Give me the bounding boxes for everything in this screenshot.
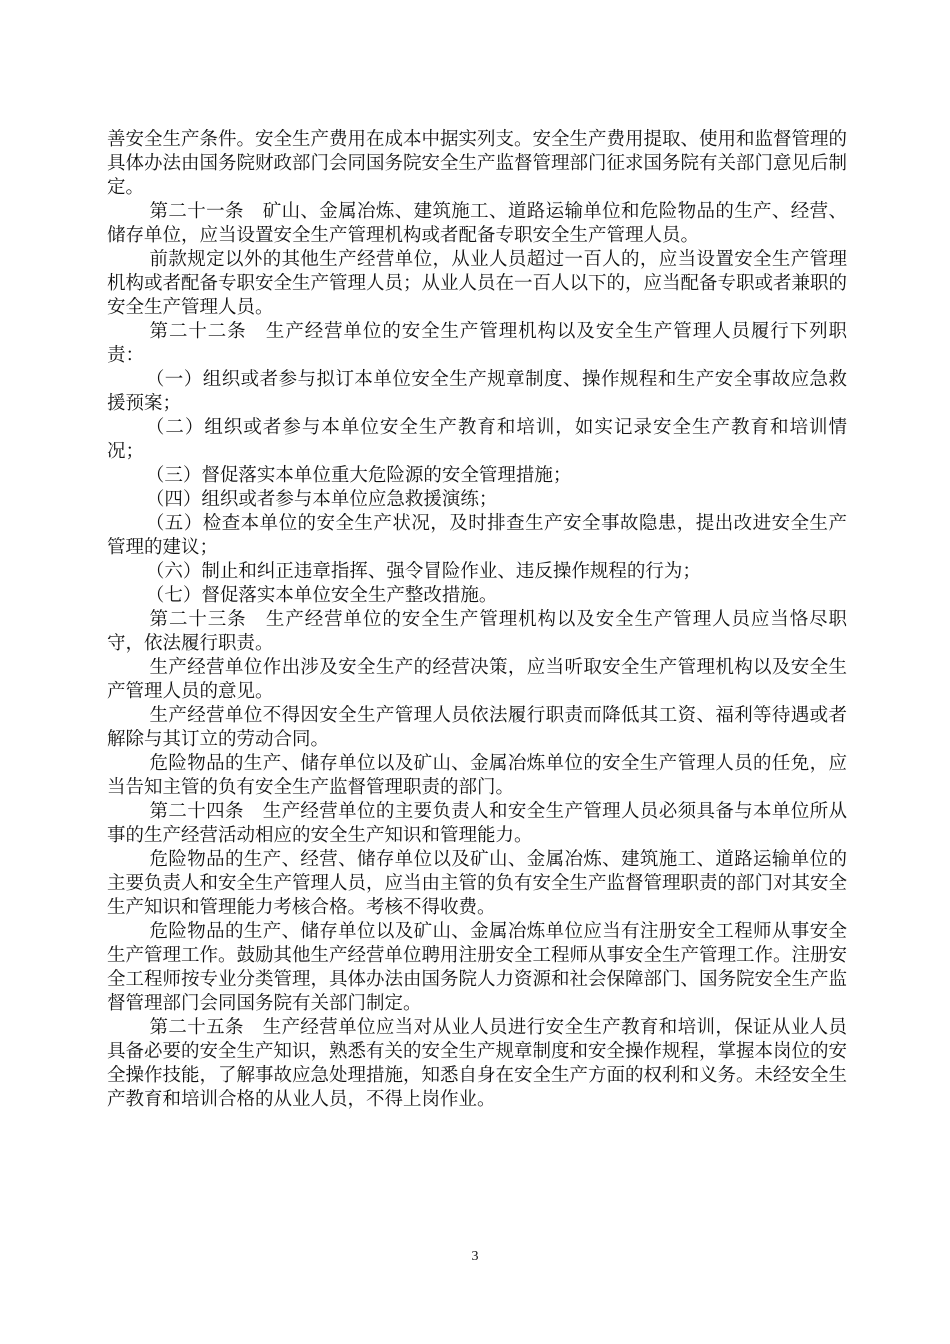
body-text [107,128,847,1112]
duty-item-1: （一）组织或者参与拟订本单位安全生产规章制度、操作规程和生产安全事故应急救援预案； [107,369,847,414]
paragraph: 前款规定以外的其他生产经营单位，从业人员超过一百人的，应当设置安全生产管理机构或者配备专职安全生产管理人员；从业人员在一百人以下的，应当配备专职或者兼职的安全生产管理人员。 [107,249,848,318]
paragraph: 危险物品的生产、储存单位以及矿山、金属冶炼单位应当有注册安全工程师从事安全生产管理工作。鼓励其他生产经营单位聘用注册安全工程师从事安全生产管理工作。注册安全工程师按专业分类管理，具体办法由国务院人力资源和社会保障部门、国务院安全生产监督管理部门会同国务院有关部门制定。 [107,921,848,1014]
article-23: 第二十三条 生产经营单位的安全生产管理机构以及安全生产管理人员应当恪尽职守，依法履行职责。 [107,609,847,654]
duty-item-4: （四）组织或者参与本单位应急救援演练； [145,489,498,510]
duty-item-3: （三）督促落实本单位重大危险源的安全管理措施； [145,465,572,486]
article-24: 第二十四条 生产经营单位的主要负责人和安全生产管理人员必须具备与本单位所从事的生产经营活动相应的安全生产知识和管理能力。 [107,801,847,846]
paragraph: 生产经营单位作出涉及安全生产的经营决策，应当听取安全生产管理机构以及安全生产管理人员的意见。 [107,657,847,702]
duty-item-2: （二）组织或者参与本单位安全生产教育和培训，如实记录安全生产教育和培训情况； [107,417,847,462]
paragraph: 危险物品的生产、经营、储存单位以及矿山、金属冶炼、建筑施工、道路运输单位的主要负责人和安全生产管理人员，应当由主管的负有安全生产监督管理职责的部门对其安全生产知识和管理能力考核合格。考核不得收费。 [107,849,848,918]
paragraph: 生产经营单位不得因安全生产管理人员依法履行职责而降低其工资、福利等待遇或者解除与其订立的劳动合同。 [107,705,847,750]
article-25: 第二十五条 生产经营单位应当对从业人员进行安全生产教育和培训，保证从业人员具备必要的安全生产知识，熟悉有关的安全生产规章制度和安全操作规程，掌握本岗位的安全操作技能，了解事故应急处理措施，知悉自身在安全生产方面的权利和义务。未经安全生产教育和培训合格的从业人员，不得上岗作业。 [107,1017,848,1110]
page-number: 3 [471,1249,479,1264]
paragraph: 危险物品的生产、储存单位以及矿山、金属冶炼单位的安全生产管理人员的任免，应当告知主管的负有安全生产监督管理职责的部门。 [107,753,847,798]
duty-item-6: （六）制止和纠正违章指挥、强令冒险作业、违反操作规程的行为； [145,561,701,582]
article-22: 第二十二条 生产经营单位的安全生产管理机构以及安全生产管理人员履行下列职责： [107,321,847,366]
article-21: 第二十一条 矿山、金属冶炼、建筑施工、道路运输单位和危险物品的生产、经营、储存单位，应当设置安全生产管理机构或者配备专职安全生产管理人员。 [107,201,847,246]
duty-item-5: （五）检查本单位的安全生产状况，及时排查生产安全事故隐患，提出改进安全生产管理的建议； [107,513,847,558]
duty-item-7: （七）督促落实本单位安全生产整改措施。 [145,585,498,606]
paragraph-continued: 善安全生产条件。安全生产费用在成本中据实列支。安全生产费用提取、使用和监督管理的具体办法由国务院财政部门会同国务院安全生产监督管理部门征求国务院有关部门意见后制定。 [107,129,848,198]
